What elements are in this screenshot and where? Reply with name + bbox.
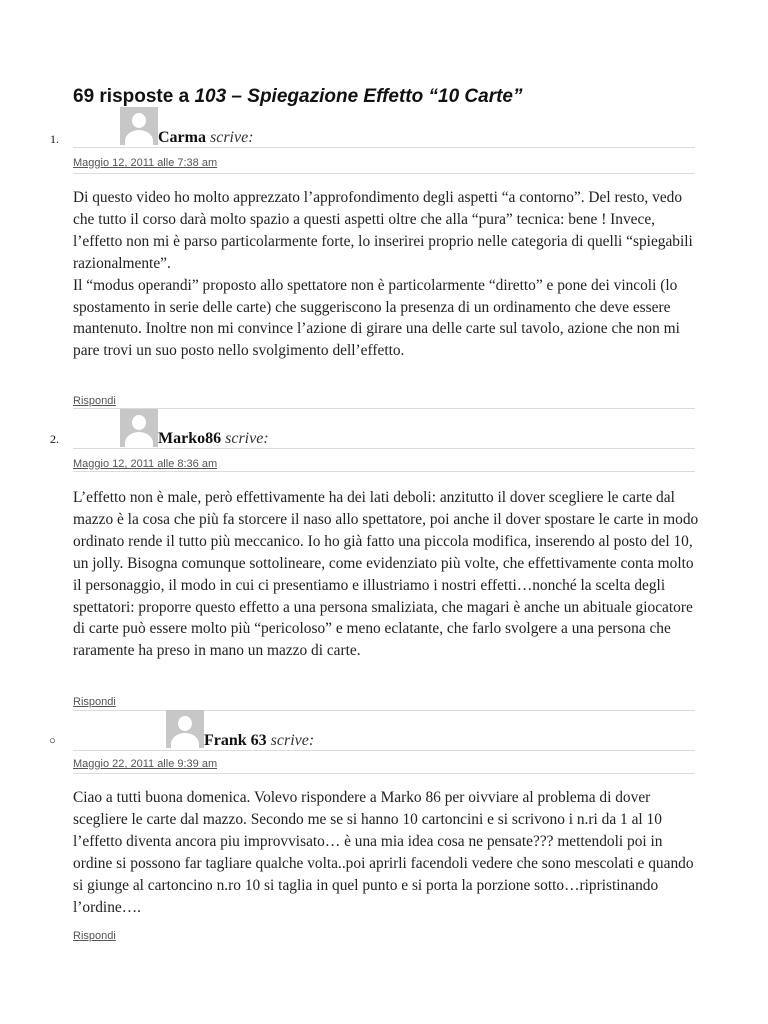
divider bbox=[73, 408, 695, 409]
divider bbox=[73, 147, 695, 148]
divider bbox=[73, 448, 695, 449]
comment-body bbox=[73, 487, 703, 662]
reply-link[interactable]: Rispondi bbox=[73, 395, 116, 407]
page-title bbox=[73, 86, 523, 108]
reply-link[interactable]: Rispondi bbox=[73, 696, 116, 708]
comment-paragraph: Di questo video ho molto apprezzato l’approfondimento degli aspetti “a contorno”. Del resto, vedo che tutto il corso darà molto spazio a questi aspetti oltre che alla “pura” tecnica: bene ! Invece, l’effetto non mi è parso particolarmente forte, lo inserirei proprio nelle categoria di quelli “spiegabili razionalmente”. bbox=[73, 189, 693, 272]
comment-date-link[interactable]: Maggio 12, 2011 alle 7:38 am bbox=[73, 157, 218, 169]
author-says: scrive: bbox=[270, 732, 315, 749]
title-post-name: – Spiegazione Effetto “10 Carte” bbox=[226, 86, 523, 107]
author-says: scrive: bbox=[209, 129, 254, 146]
reply-link[interactable]: Rispondi bbox=[73, 930, 116, 942]
avatar-icon bbox=[166, 710, 204, 748]
author-name[interactable]: Carma bbox=[158, 129, 206, 146]
comment-paragraph: Il “modus operandi” proposto allo spettatore non è particolarmente “diretto” e pone dei vincoli (lo spostamento in serie delle carte) che suggeriscono la presenza di un ordinamento che deve essere mantenuto. Inoltre non mi convince l’azione di girare una delle carte sul tavolo, azione che non mi pare trovi un suo posto nello svolgimento dell’effetto. bbox=[73, 276, 680, 360]
divider bbox=[73, 773, 695, 774]
comment-number: 1. bbox=[50, 132, 59, 146]
comment-paragraph: Ciao a tutti buona domenica. Volevo rispondere a Marko 86 per oivviare al problema di dover scegliere le carte dal mazzo. Secondo me se si hanno 10 cartoncini e si scrivono i n.ri da 1 al 10 l’effetto diventa ancora piu improvvisato… è una mia idea cosa ne pensate??? mettendoli poi in ordine si possono far tagliare qualche volta..poi aprirli facendoli vedere che sono mescolati e quando si giunge al cartoncino n.ro 10 si taglia in quel punto e si porta la porzione sotto…ripristinando l’ordine…. bbox=[73, 789, 694, 916]
author-says: scrive: bbox=[225, 430, 269, 447]
title-prefix: 69 risposte a bbox=[73, 86, 195, 107]
comment-date-link[interactable]: Maggio 12, 2011 alle 8:36 am bbox=[73, 458, 218, 470]
comment-author bbox=[158, 430, 269, 448]
author-name[interactable]: Marko86 bbox=[158, 430, 222, 447]
bullet-marker: ○ bbox=[49, 735, 56, 747]
divider bbox=[73, 750, 695, 751]
divider bbox=[73, 471, 695, 472]
comment-date-link[interactable]: Maggio 22, 2011 alle 9:39 am bbox=[73, 758, 218, 770]
divider bbox=[73, 173, 695, 174]
author-name[interactable]: Frank 63 bbox=[204, 732, 267, 749]
comment-author bbox=[204, 732, 314, 750]
title-post-number: 103 bbox=[194, 86, 227, 107]
comment-body bbox=[73, 787, 703, 918]
avatar-icon bbox=[120, 409, 158, 447]
comment-author bbox=[158, 129, 254, 147]
comment-number: 2. bbox=[50, 432, 59, 446]
comment-body bbox=[73, 187, 703, 362]
comment-paragraph: L’effetto non è male, però effettivamente ha dei lati deboli: anzitutto il dover scegliere le carte dal mazzo è la cosa che più fa storcere il naso allo spettatore, poi anche il dover spostare le carte in modo ordinato rende il tutto più meccanico. Io ho già fatto una piccola modifica, inserendo al posto del 10, un jolly. Bisogna comunque sottolineare, come evidenziato più volte, che effettivamente conta molto il personaggio, il modo in cui ci presentiamo e illustriamo i nostri effetti…nonché la scelta degli spettatori: proporre questo effetto a una persona smaliziata, che magari è anche un abituale giocatore di carte può essere molto più “pericoloso” e meno eclatante, che farlo svolgere a una persona che raramente ha preso in mano un mazzo di carte. bbox=[73, 489, 699, 660]
avatar-icon bbox=[120, 107, 158, 145]
